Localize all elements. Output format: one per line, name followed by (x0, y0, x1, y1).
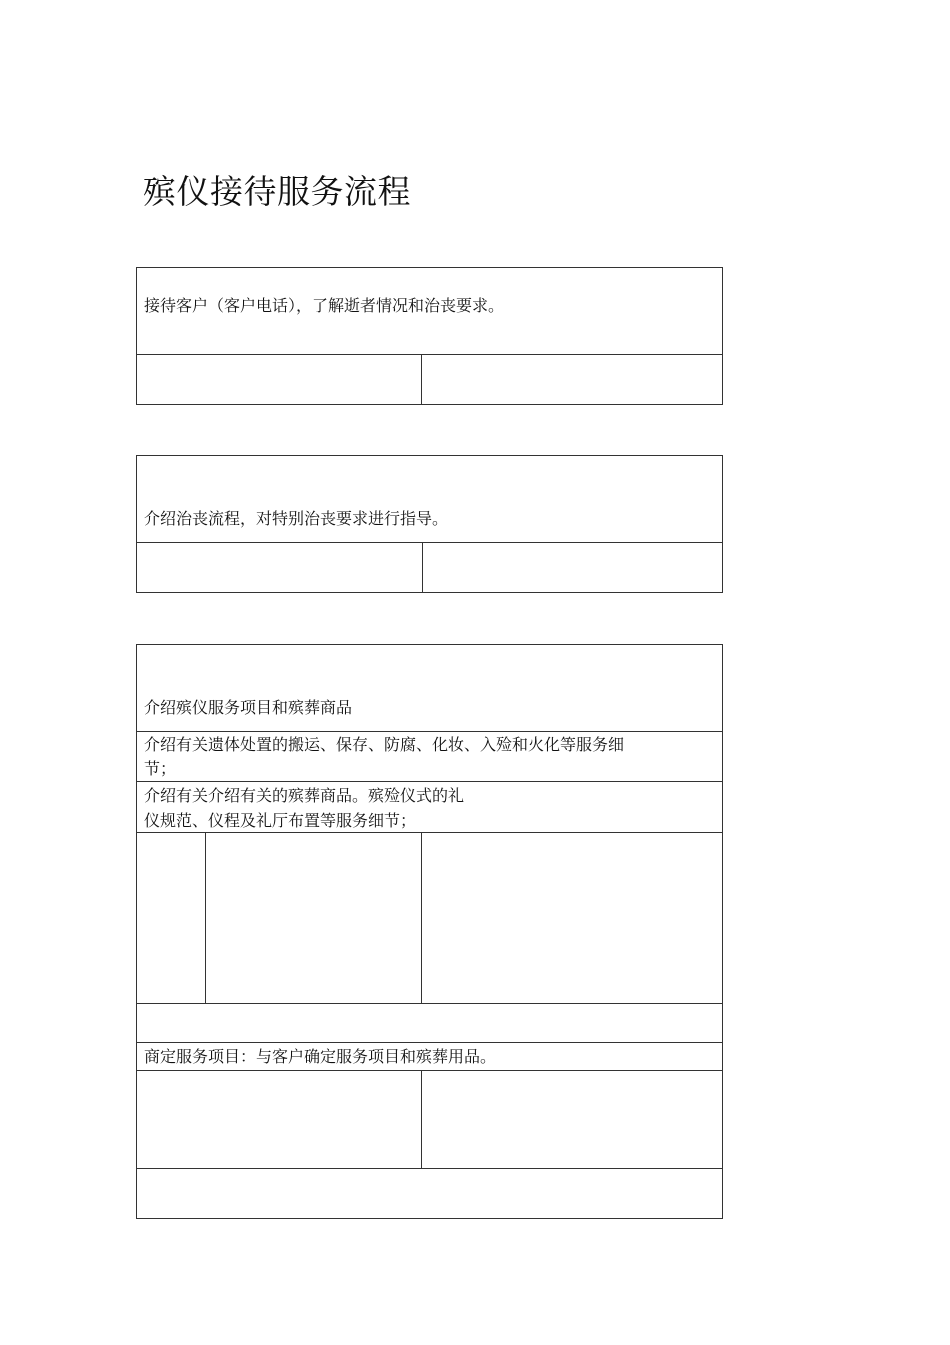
empty-cell-left (137, 1071, 421, 1168)
step-text-reception: 接待客户（客户电话），了解逝者情况和治丧要求。 (144, 296, 505, 315)
empty-cell-left (137, 543, 422, 592)
step-text-confirm: 商定服务项目：与客户确定服务项目和殡葬用品。 (144, 1047, 497, 1066)
step-text-process: 介绍治丧流程，对特别治丧要求进行指导。 (144, 509, 449, 528)
step-row-confirm (137, 1043, 722, 1071)
empty-cell-middle (205, 833, 421, 1003)
step-row-process (137, 456, 722, 543)
step-box-process (136, 455, 723, 593)
empty-cell-right (421, 833, 722, 1003)
empty-row (137, 1169, 722, 1218)
empty-grid-row (137, 1071, 722, 1169)
detail-text-body-handling-2: 节； (144, 759, 177, 778)
empty-row (137, 1004, 722, 1043)
detail-text-body-handling-1: 介绍有关遗体处置的搬运、保存、防腐、化妆、入殓和火化等服务细 (144, 735, 625, 754)
step-row-reception (137, 268, 722, 355)
empty-cell-right (421, 355, 722, 404)
empty-grid-row (137, 833, 722, 1004)
empty-cell-right (422, 543, 722, 592)
step-empty-row (137, 355, 722, 404)
detail-text-ceremony-1: 介绍有关介绍有关的殡葬商品。殡殓仪式的礼 (144, 786, 465, 805)
detail-row-body-handling (137, 732, 722, 782)
page-title: 殡仪接待服务流程 (143, 172, 411, 211)
step-empty-row (137, 543, 722, 592)
empty-cell-left (137, 355, 421, 404)
empty-cell-right (421, 1071, 722, 1168)
step-row-services (137, 645, 722, 732)
empty-cell-narrow (137, 833, 205, 1003)
detail-row-ceremony (137, 782, 722, 833)
step-box-reception (136, 267, 723, 405)
step-text-services: 介绍殡仪服务项目和殡葬商品 (144, 698, 353, 717)
detail-text-ceremony-2: 仪规范、仪程及礼厅布置等服务细节； (144, 811, 417, 830)
step-box-services (136, 644, 723, 1219)
